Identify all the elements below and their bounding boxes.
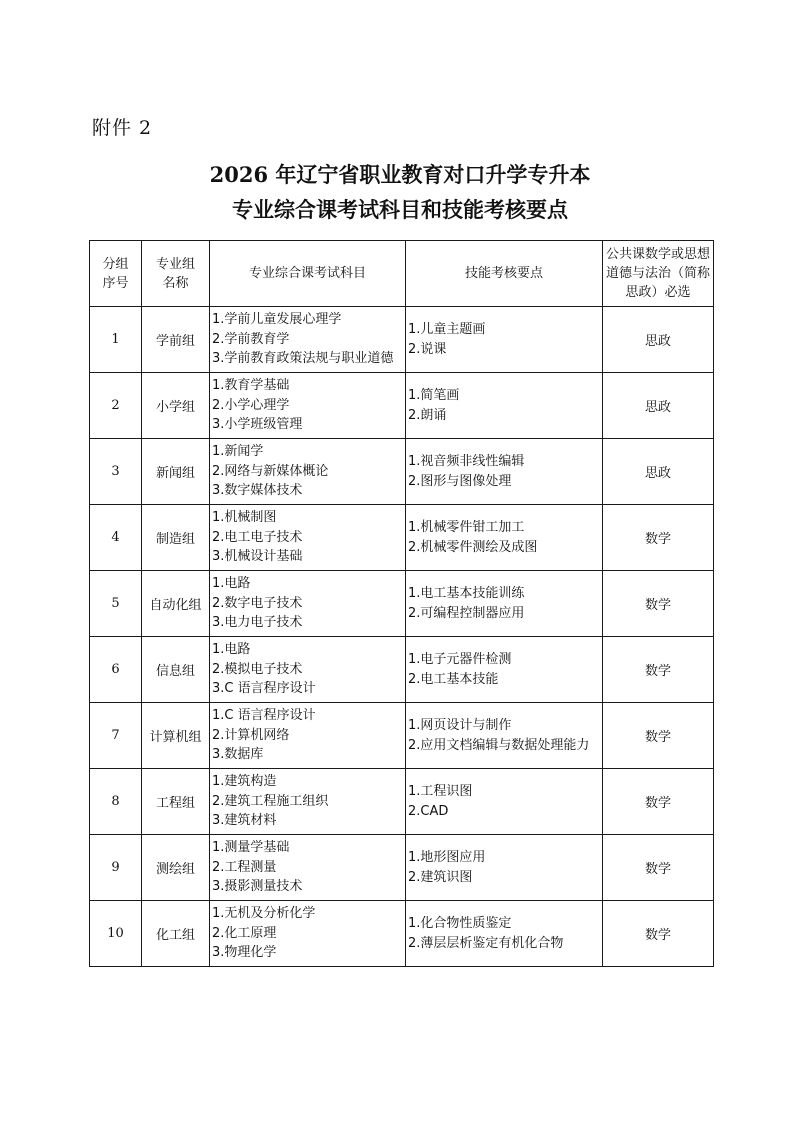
table-row — [90, 307, 714, 373]
public-course-cell: 数学 — [603, 769, 714, 835]
skill-point-item: 1.化合物性质鉴定 — [408, 916, 512, 931]
skill-points-cell — [406, 439, 603, 505]
group-name-cell: 测绘组 — [142, 835, 210, 901]
exam-subjects-cell — [210, 571, 406, 637]
group-name-cell: 化工组 — [142, 901, 210, 967]
table-row — [90, 703, 714, 769]
exam-subjects-cell — [210, 307, 406, 373]
public-course-cell: 思政 — [603, 373, 714, 439]
exam-subject-item: 1.建筑构造 — [212, 774, 277, 790]
group-number-cell: 7 — [90, 703, 142, 769]
skill-point-item: 1.电工基本技能训练 — [408, 586, 525, 601]
exam-subject-item: 3.数字媒体技术 — [212, 483, 303, 499]
header-public-course: 公共课数学或思想 道德与法治（简称 思政）必选 — [603, 241, 714, 307]
exam-subject-item: 2.模拟电子技术 — [212, 661, 303, 677]
exam-subject-item: 1.新闻学 — [212, 444, 264, 460]
exam-subjects-cell — [210, 505, 406, 571]
exam-subject-item: 2.计算机网络 — [212, 727, 290, 743]
exam-subject-item: 1.测量学基础 — [212, 840, 290, 856]
group-name-cell: 小学组 — [142, 373, 210, 439]
public-course-cell: 数学 — [603, 835, 714, 901]
group-name-cell: 信息组 — [142, 637, 210, 703]
exam-subject-item: 2.学前教育学 — [212, 331, 290, 347]
skill-points-cell — [406, 637, 603, 703]
skill-point-item: 1.机械零件钳工加工 — [408, 520, 525, 535]
skill-points-cell — [406, 571, 603, 637]
skill-point-item: 2.可编程控制器应用 — [408, 605, 525, 621]
exam-subject-item: 3.学前教育政策法规与职业道德 — [212, 351, 394, 367]
public-course-cell: 数学 — [603, 901, 714, 967]
exam-subject-item: 1.电路 — [212, 642, 251, 658]
group-number-cell: 4 — [90, 505, 142, 571]
skill-point-item: 1.工程识图 — [408, 784, 473, 799]
exam-subjects-cell — [210, 439, 406, 505]
skill-point-item: 1.视音频非线性编辑 — [408, 454, 525, 469]
table-row — [90, 637, 714, 703]
group-name-cell: 制造组 — [142, 505, 210, 571]
skill-points-cell — [406, 373, 603, 439]
exam-subjects-cell — [210, 901, 406, 967]
group-name-cell: 计算机组 — [142, 703, 210, 769]
exam-subject-item: 2.网络与新媒体概论 — [212, 463, 329, 479]
exam-subject-item: 3.电力电子技术 — [212, 615, 303, 631]
group-name-cell: 学前组 — [142, 307, 210, 373]
skill-point-item: 1.电子元器件检测 — [408, 652, 512, 667]
exam-subject-item: 2.建筑工程施工组织 — [212, 793, 329, 809]
group-number-cell: 9 — [90, 835, 142, 901]
skill-point-item: 1.儿童主题画 — [408, 322, 486, 337]
skill-points-cell — [406, 835, 603, 901]
group-number-cell: 5 — [90, 571, 142, 637]
skill-points-cell — [406, 769, 603, 835]
skill-point-item: 2.电工基本技能 — [408, 671, 499, 687]
exam-subject-item: 1.无机及分析化学 — [212, 906, 316, 922]
table-row — [90, 439, 714, 505]
group-number-cell: 3 — [90, 439, 142, 505]
skill-point-item: 2.说课 — [408, 341, 447, 357]
public-course-cell: 思政 — [603, 439, 714, 505]
table-row — [90, 571, 714, 637]
exam-subject-item: 1.教育学基础 — [212, 378, 290, 394]
public-course-cell: 思政 — [603, 307, 714, 373]
skill-points-cell — [406, 505, 603, 571]
skill-point-item: 2.应用文档编辑与数据处理能力 — [408, 737, 590, 753]
table-header-row — [90, 241, 714, 307]
exam-subject-item: 3.物理化学 — [212, 945, 277, 961]
skill-point-item: 1.地形图应用 — [408, 850, 486, 865]
skill-point-item: 1.网页设计与制作 — [408, 718, 512, 733]
group-name-cell: 新闻组 — [142, 439, 210, 505]
skill-point-item: 2.图形与图像处理 — [408, 473, 512, 489]
exam-subject-item: 2.数字电子技术 — [212, 595, 303, 611]
group-name-cell: 自动化组 — [142, 571, 210, 637]
table-row — [90, 769, 714, 835]
skill-points-cell — [406, 307, 603, 373]
exam-subject-item: 3.C 语言程序设计 — [212, 681, 316, 697]
skill-points-cell — [406, 703, 603, 769]
skill-point-item: 2.机械零件测绘及成图 — [408, 539, 538, 555]
skill-points-cell — [406, 901, 603, 967]
skill-point-item: 2.CAD — [408, 803, 449, 819]
skill-point-item: 2.朗诵 — [408, 407, 447, 423]
exam-subject-item: 3.摄影测量技术 — [212, 879, 303, 895]
exam-subject-item: 2.化工原理 — [212, 925, 277, 941]
skill-point-item: 2.薄层层析鉴定有机化合物 — [408, 935, 564, 951]
group-number-cell: 1 — [90, 307, 142, 373]
exam-subjects-cell — [210, 637, 406, 703]
exam-subject-item: 3.小学班级管理 — [212, 417, 303, 433]
exam-subjects-cell — [210, 769, 406, 835]
skill-point-item: 1.简笔画 — [408, 388, 460, 403]
exam-subjects-cell — [210, 835, 406, 901]
exam-subject-item: 1.C 语言程序设计 — [212, 708, 316, 724]
exam-subject-item: 1.学前儿童发展心理学 — [212, 312, 342, 328]
document-title-line2: 专业综合课考试科目和技能考核要点 — [232, 197, 568, 222]
public-course-cell: 数学 — [603, 571, 714, 637]
public-course-cell: 数学 — [603, 637, 714, 703]
table-row — [90, 835, 714, 901]
exam-subjects-table — [89, 240, 714, 967]
public-course-cell: 数学 — [603, 505, 714, 571]
attachment-label: 附件 2 — [92, 117, 153, 139]
exam-subject-item: 2.小学心理学 — [212, 397, 290, 413]
public-course-cell: 数学 — [603, 703, 714, 769]
skill-point-item: 2.建筑识图 — [408, 869, 473, 885]
table-row — [90, 505, 714, 571]
exam-subject-item: 3.数据库 — [212, 747, 264, 763]
group-number-cell: 8 — [90, 769, 142, 835]
header-skill-points: 技能考核要点 — [406, 241, 603, 307]
group-number-cell: 2 — [90, 373, 142, 439]
document-title-line1: 2026 年辽宁省职业教育对口升学专升本 — [209, 162, 591, 187]
header-exam-subjects: 专业综合课考试科目 — [210, 241, 406, 307]
exam-subject-item: 2.工程测量 — [212, 859, 277, 875]
table-row — [90, 373, 714, 439]
exam-subject-item: 1.机械制图 — [212, 510, 277, 526]
group-number-cell: 10 — [90, 901, 142, 967]
group-name-cell: 工程组 — [142, 769, 210, 835]
exam-subjects-cell — [210, 703, 406, 769]
group-number-cell: 6 — [90, 637, 142, 703]
header-group-number: 分组 序号 — [90, 241, 142, 307]
table-row — [90, 901, 714, 967]
exam-subject-item: 3.机械设计基础 — [212, 549, 303, 565]
exam-subject-item: 1.电路 — [212, 576, 251, 592]
exam-subject-item: 2.电工电子技术 — [212, 529, 303, 545]
exam-subject-item: 3.建筑材料 — [212, 813, 277, 829]
exam-subjects-cell — [210, 373, 406, 439]
header-group-name: 专业组 名称 — [142, 241, 210, 307]
